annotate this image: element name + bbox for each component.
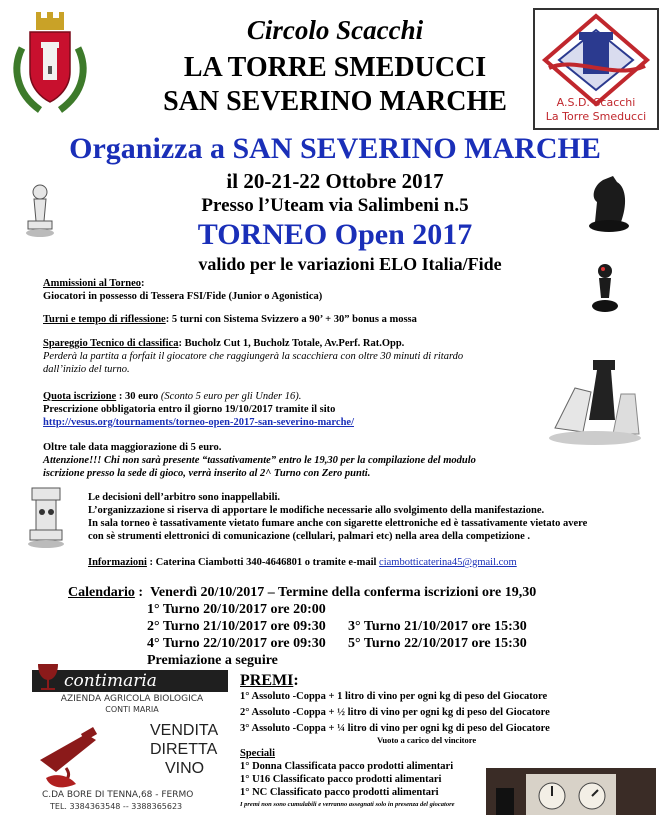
special-prizes-heading: Speciali	[240, 748, 276, 759]
forfeit-rule-line2: dall’inizio del turno.	[43, 364, 130, 375]
calendar-awards: Premiazione a seguire	[147, 653, 278, 668]
special-prize-u16: 1° U16 Classificato pacco prodotti alimentari	[240, 774, 442, 785]
calendar-round-4: 4° Turno 22/10/2017 ore 09:30	[147, 636, 326, 651]
sponsor-address: C.DA BORE DI TENNA,68 - FERMO	[42, 790, 194, 800]
arbiter-decisions: Le decisioni dell’arbitro sono inappellabili.	[88, 492, 281, 503]
prize-2nd: 2° Assoluto -Coppa + ½ litro di vino per ogni kg di peso del Giocatore	[240, 707, 550, 718]
tiebreak-text: : Bucholz Cut 1, Bucholz Totale, Av.Perf. Rat.Opp.	[178, 338, 405, 349]
event-dates: il 20-21-22 Ottobre 2017	[226, 169, 444, 193]
organizer-changes: L’organizzazione si riserva di apportare le modifiche necessarie allo svolgimento della manifestazione.	[88, 505, 545, 516]
organizer-headline: Organizza a SAN SEVERINO MARCHE	[69, 132, 601, 165]
special-prize-nc: 1° NC Classificato pacco prodotti alimentari	[240, 787, 439, 798]
special-prize-women: 1° Donna Classificata pacco prodotti alimentari	[240, 761, 454, 772]
smoking-ban-line1: In sala torneo è tassativamente vietato fumare anche con sigarette elettroniche ed è tassativamente vietato avere	[88, 518, 588, 529]
rounds-section	[43, 313, 603, 326]
prize-1st: 1° Assoluto -Coppa + 1 litro di vino per ogni kg di peso del Giocatore	[240, 691, 548, 702]
calendar-confirmation: Venerdì 20/10/2017 – Termine della conferma iscrizioni ore 19,30	[150, 585, 537, 600]
admission-text: Giocatori in possesso di Tessera FSI/Fide (Junior o Agonistica)	[43, 291, 323, 302]
sponsor-owner: CONTI MARIA	[105, 705, 159, 714]
sponsor-vino: VINO	[165, 760, 205, 777]
prize-3rd: 3° Assoluto -Coppa + ¼ litro di vino per ogni kg di peso del Giocatore	[240, 723, 550, 734]
white-rook-icon	[24, 484, 68, 555]
event-venue: Presso l’Uteam via Salimbeni n.5	[201, 195, 469, 216]
prizes-footnote: I premi non sono cumulabili e verranno assegnati solo in presenza del giocatore	[240, 801, 455, 808]
warning-line2: iscrizione presso la sede di gioco, verrà inserito al 2^ Turno con Zero punti.	[43, 468, 371, 479]
prize-bottle-note: Vuoto a carico del vincitore	[377, 735, 477, 745]
sponsor-diretta: DIRETTA	[150, 741, 218, 758]
rounds-label: Turni e tempo di riflessione	[43, 314, 166, 325]
fee-discount: (Sconto 5 euro per gli Under 16).	[160, 391, 302, 402]
fee-label: Quota iscrizione	[43, 391, 117, 402]
smoking-ban-line2: con sè strumenti elettronici di comunicazione (cellulari, palmari etc) nella area della competizione .	[88, 531, 530, 542]
calendar-round-5: 5° Turno 22/10/2017 ore 15:30	[348, 636, 527, 651]
coat-of-arms-icon	[10, 8, 90, 118]
calendar-round-2: 2° Turno 21/10/2017 ore 09:30	[147, 619, 326, 634]
tiebreak-label: Spareggio Tecnico di classifica	[43, 338, 179, 349]
club-logo-line2: La Torre Smeducci	[545, 110, 647, 123]
club-city-heading: SAN SEVERINO MARCHE	[163, 86, 507, 117]
contact-email-link[interactable]: ciambotticaterina45@gmail.com	[379, 557, 517, 568]
tiebreak-section	[43, 337, 603, 376]
elo-validity: valido per le variazioni ELO Italia/Fide	[198, 254, 502, 274]
white-pawn-icon	[22, 183, 58, 246]
rounds-text: : 5 turni con Sistema Svizzero a 90’ + 30” bonus a mossa	[165, 314, 417, 325]
fee-section	[43, 390, 543, 429]
calendar-section: Calendario : Venerdì 20/10/2017 – Termine della conferma iscrizioni ore 19,30	[68, 585, 537, 600]
admission-section: Ammissioni al Torneo: Giocatori in possesso di Tessera FSI/Fide (Junior o Agonistica)	[43, 277, 533, 303]
info-label: Informazioni	[88, 557, 147, 568]
sponsor-section	[28, 662, 228, 812]
registration-link[interactable]: http://vesus.org/tournaments/torneo-open-2017-san-severino-marche/	[43, 417, 354, 428]
regulations-section	[88, 491, 648, 543]
tournament-title: TORNEO Open 2017	[197, 218, 473, 251]
calendar-round-1: 1° Turno 20/10/2017 ore 20:00	[147, 602, 326, 617]
black-knight-icon	[583, 172, 635, 239]
sponsor-phone: TEL. 3384363548 -- 3388365623	[50, 802, 183, 811]
sponsor-vendita: VENDITA	[150, 722, 219, 739]
warning-line1: Attenzione!!! Chi non sarà presente “tassativamente” entro le 19,30 per la compilazione del modulo	[43, 455, 476, 466]
sponsor-subtitle: AZIENDA AGRICOLA BIOLOGICA	[60, 694, 204, 704]
club-logo-line1: A.S.D. Scacchi	[556, 96, 636, 109]
club-type-heading: Circolo Scacchi	[246, 15, 424, 45]
prizes-heading: PREMI:	[240, 672, 299, 689]
preregistration-text: Prescrizione obbligatoria entro il giorno 19/10/2017 tramite il sito	[43, 404, 336, 415]
admission-label: Ammissioni al Torneo	[43, 278, 142, 289]
late-fee-text: Oltre tale data maggiorazione di 5 euro.	[43, 442, 222, 453]
chess-clock-photo	[486, 768, 656, 815]
fee-amount: : 30 euro	[116, 391, 161, 402]
wine-bottle-icon	[36, 720, 126, 795]
info-text: : Caterina Ciambotti 340-4646801 o tramite e-mail	[146, 557, 380, 568]
info-section	[88, 556, 648, 569]
calendar-label: Calendario	[68, 585, 135, 600]
forfeit-rule-line1: Perderà la partita a forfait il giocatore che raggiungerà la scacchiera con oltre 30 minuti di ritardo	[43, 351, 464, 362]
club-name-heading: LA TORRE SMEDUCCI	[183, 52, 487, 83]
sponsor-brand: contimaria	[64, 671, 157, 691]
late-fee-section	[43, 441, 543, 480]
calendar-round-3: 3° Turno 21/10/2017 ore 15:30	[348, 619, 527, 634]
